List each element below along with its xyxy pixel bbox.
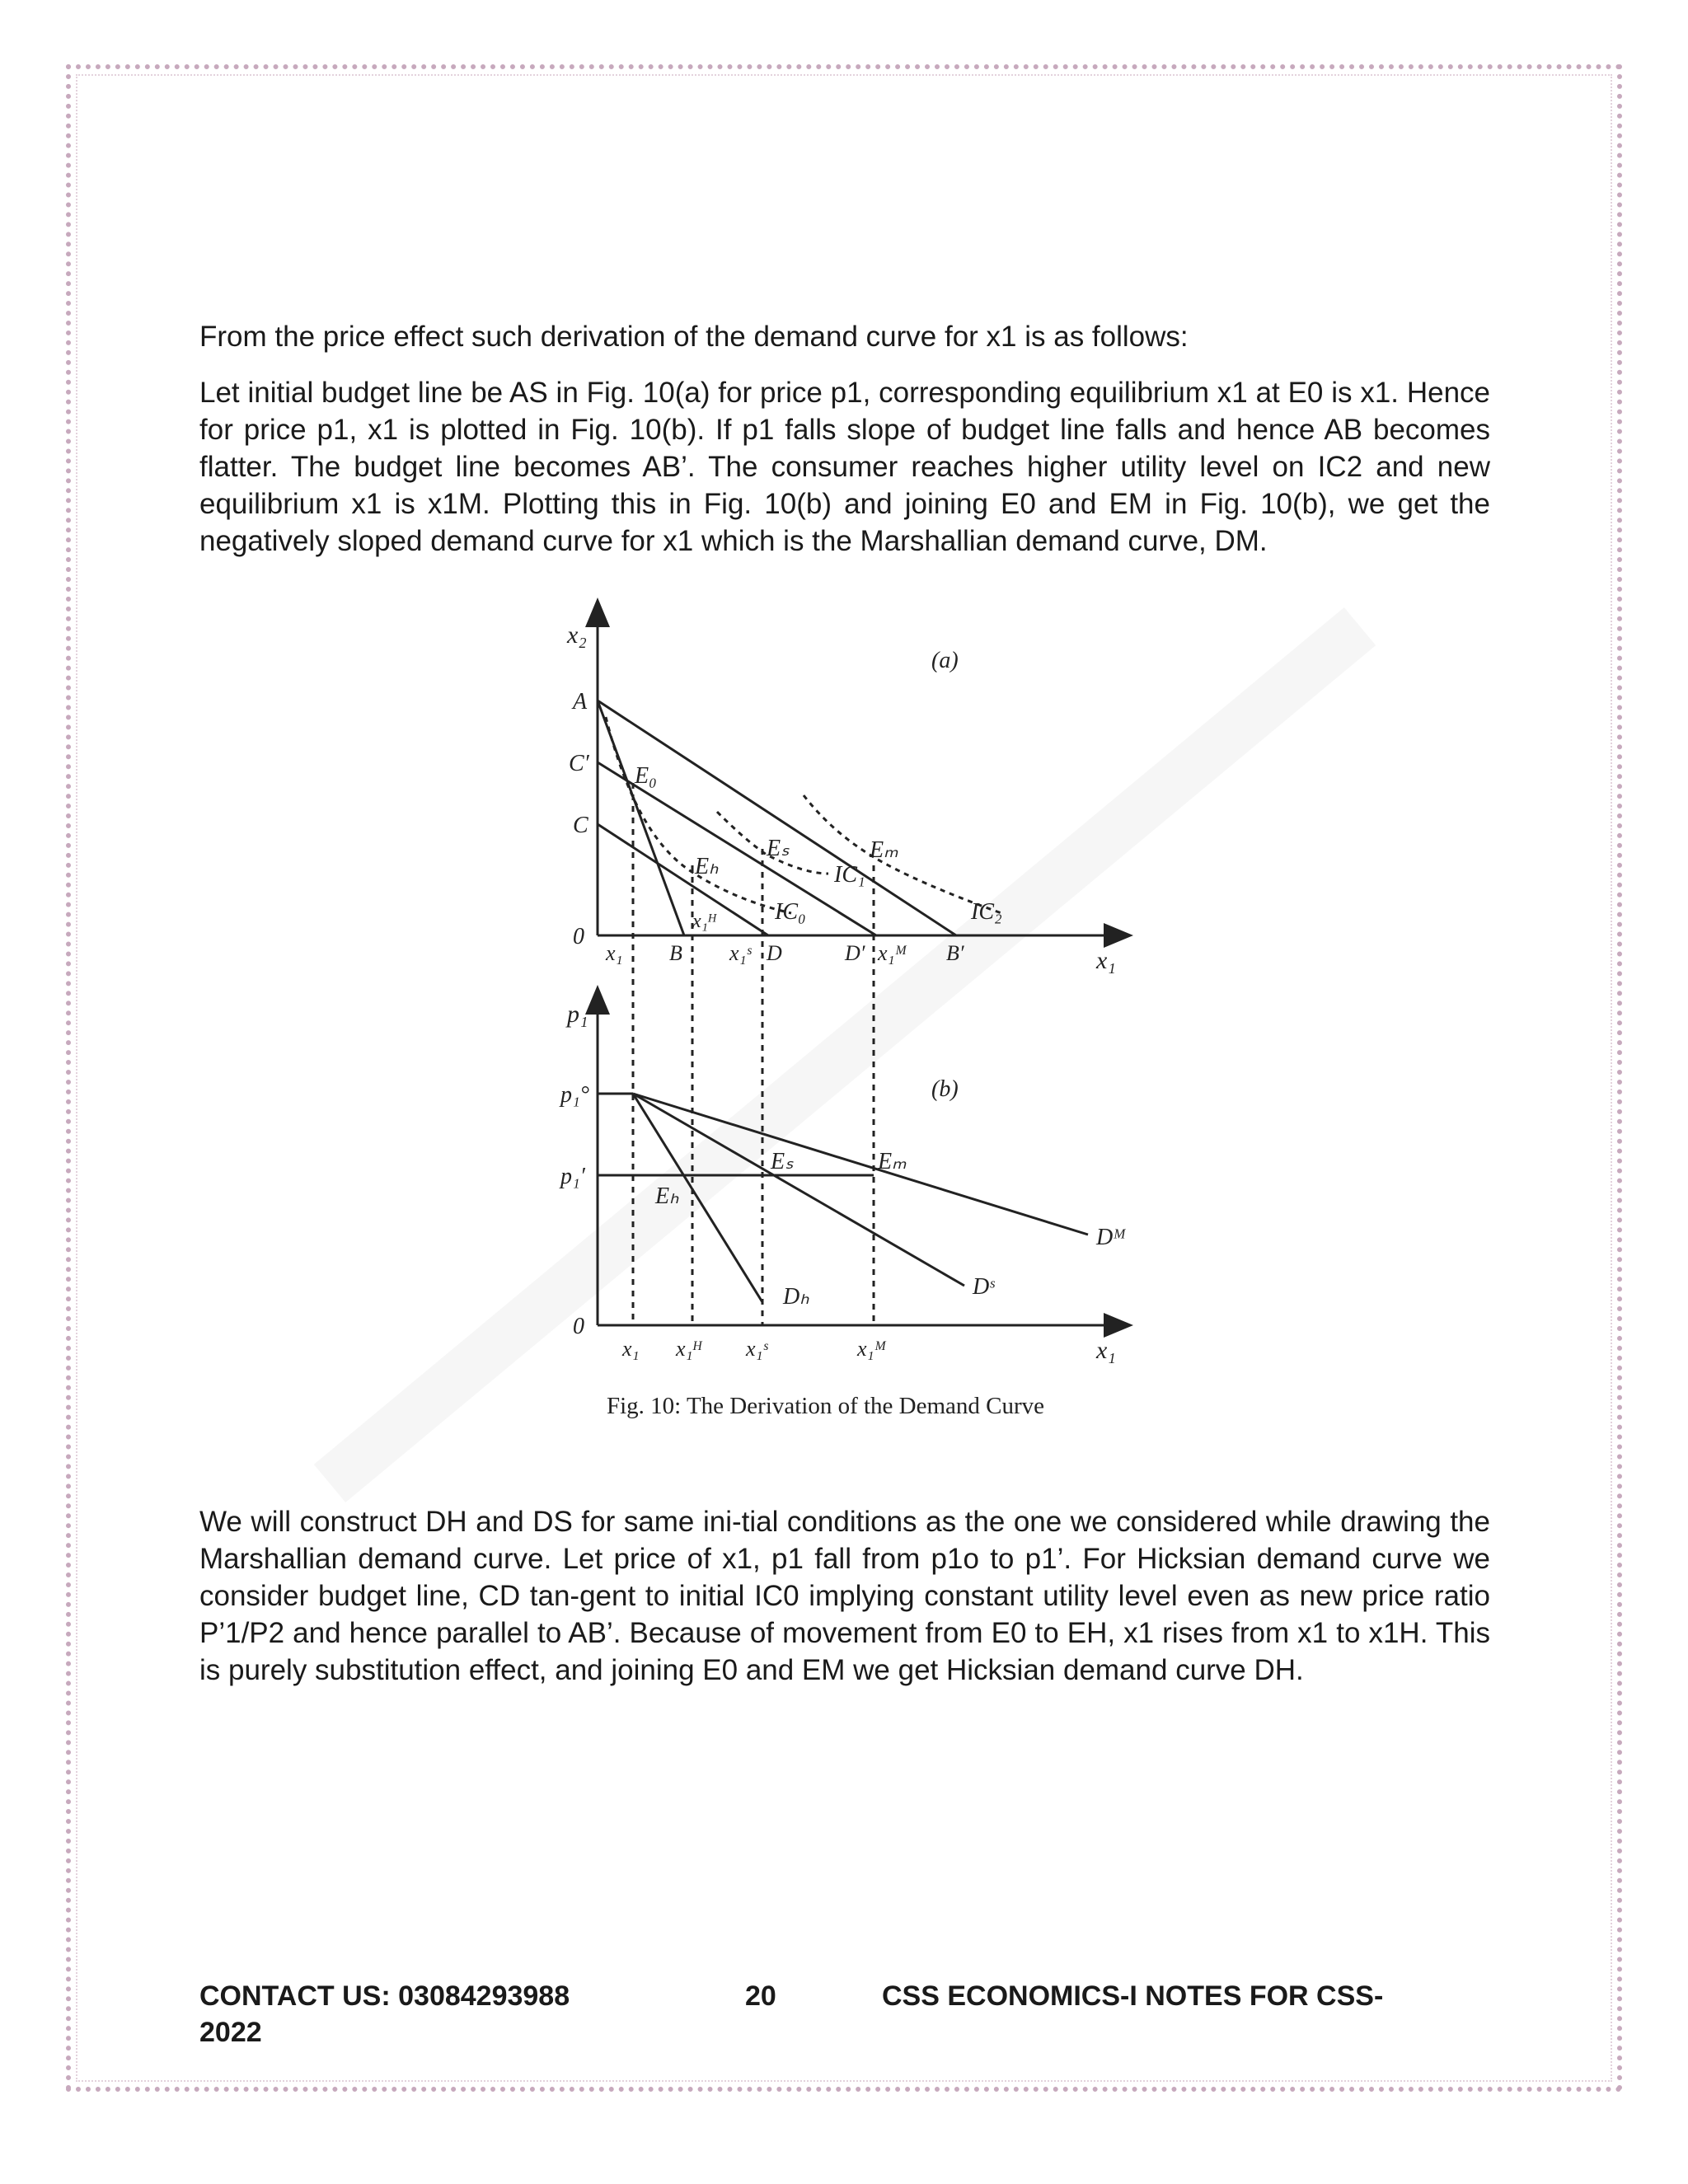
footer-year: 2022 xyxy=(199,2017,262,2048)
panel-a-origin: 0 xyxy=(573,924,584,949)
panel-b-x-label: x₁ xyxy=(1096,1337,1116,1364)
tick-a-D: D xyxy=(767,941,782,965)
footer-title: CSS ECONOMICS-I NOTES FOR CSS- xyxy=(882,1980,1384,2012)
tick-a-x1S: x₁ˢ xyxy=(729,941,752,965)
label-EH: Eₕ xyxy=(695,854,719,879)
panel-b-y-label: p₁ xyxy=(567,1001,588,1028)
panel-a-x-label: x₁ xyxy=(1096,947,1116,974)
label-ES: Eₛ xyxy=(767,836,790,861)
label-E0: E₀ xyxy=(635,763,657,789)
label-A: A xyxy=(573,689,588,715)
page-footer xyxy=(199,1978,1490,2052)
tick-b-x1: x₁ xyxy=(622,1337,640,1361)
panel-a-label: (a) xyxy=(931,648,959,673)
label-DM: Dᴹ xyxy=(1096,1225,1127,1250)
tick-a-B-prime: B′ xyxy=(946,941,964,965)
label-IC1: IC₁ xyxy=(834,862,865,888)
budget-line-AB xyxy=(598,701,684,935)
tick-a-x1M: x₁ᴹ xyxy=(878,941,907,965)
label-b-EH: Eₕ xyxy=(655,1183,679,1209)
label-DS: Dˢ xyxy=(973,1274,995,1300)
footer-page-number: 20 xyxy=(745,1980,776,2012)
label-DH: Dₕ xyxy=(783,1284,809,1310)
marshallian-demand-curve xyxy=(633,1094,1088,1235)
tick-a-x1H: x₁ᴴ xyxy=(692,911,715,932)
tick-b-x1S: x₁ˢ xyxy=(746,1337,768,1361)
label-EM: Eₘ xyxy=(870,837,898,863)
panel-b-label: (b) xyxy=(931,1076,959,1102)
tick-b-x1M: x₁ᴹ xyxy=(857,1337,887,1361)
label-IC2: IC₂ xyxy=(971,899,1002,925)
tick-a-B: B xyxy=(669,941,682,965)
hicksian-demand-curve xyxy=(633,1094,762,1302)
slutsky-demand-curve xyxy=(633,1094,964,1286)
tick-a-x1: x₁ xyxy=(606,941,623,965)
label-b-ES: Eₛ xyxy=(771,1149,794,1174)
footer-contact: CONTACT US: 03084293988 xyxy=(199,1980,570,2012)
tick-a-D-prime: D′ xyxy=(845,941,865,965)
label-IC0: IC₀ xyxy=(775,899,806,925)
panel-a-y-label: x₂ xyxy=(567,621,587,649)
label-C-prime: C′ xyxy=(569,751,589,776)
tick-b-p1-prime: p₁′ xyxy=(560,1164,585,1189)
hicksian-paragraph: We will construct DH and DS for same ini-tial conditions as the one we considered while drawing the Marshallian demand curve. Let price of x1, p1 fall from p1o to p1’. For Hicksian demand curve we consider budget line, CD tan-gent to initial IC0 implying constant utility level even as new price ratio P’1/P2 and hence parallel to AB’. Because of movement from E0 to EH, x1 rises from x1 to x1H. This is purely substitution effect, and joining E0 and EM we get Hicksian demand curve DH. xyxy=(199,1506,1490,1686)
tick-b-p1-initial: p₁° xyxy=(560,1082,589,1108)
label-C: C xyxy=(573,813,588,838)
panel-b-origin: 0 xyxy=(573,1314,584,1339)
intro-paragraph: From the price effect such derivation of the demand curve for x1 is as follows: xyxy=(199,321,1189,353)
marshallian-paragraph: Let initial budget line be AS in Fig. 10(a) for price p1, corresponding equilibrium x1 at E0 is x1. Hence for price p1, x1 is plotted in Fig. 10(b). If p1 falls slope of budget line falls and hence AB becomes flatter. The budget line becomes AB’. The consumer reaches higher utility level on IC2 and new equilibrium x1 is x1M. Plotting this in Fig. 10(b) and joining E0 and EM in Fig. 10(b), we get the negatively sloped demand curve for x1 which is the Marshallian demand curve, DM. xyxy=(199,377,1490,557)
demand-curve-figure xyxy=(528,593,1154,1434)
label-b-EM: Eₘ xyxy=(878,1149,907,1174)
figure-caption: Fig. 10: The Derivation of the Demand Curve xyxy=(607,1393,1045,1419)
tick-b-x1H: x₁ᴴ xyxy=(676,1337,701,1361)
budget-line-CD xyxy=(598,824,768,935)
